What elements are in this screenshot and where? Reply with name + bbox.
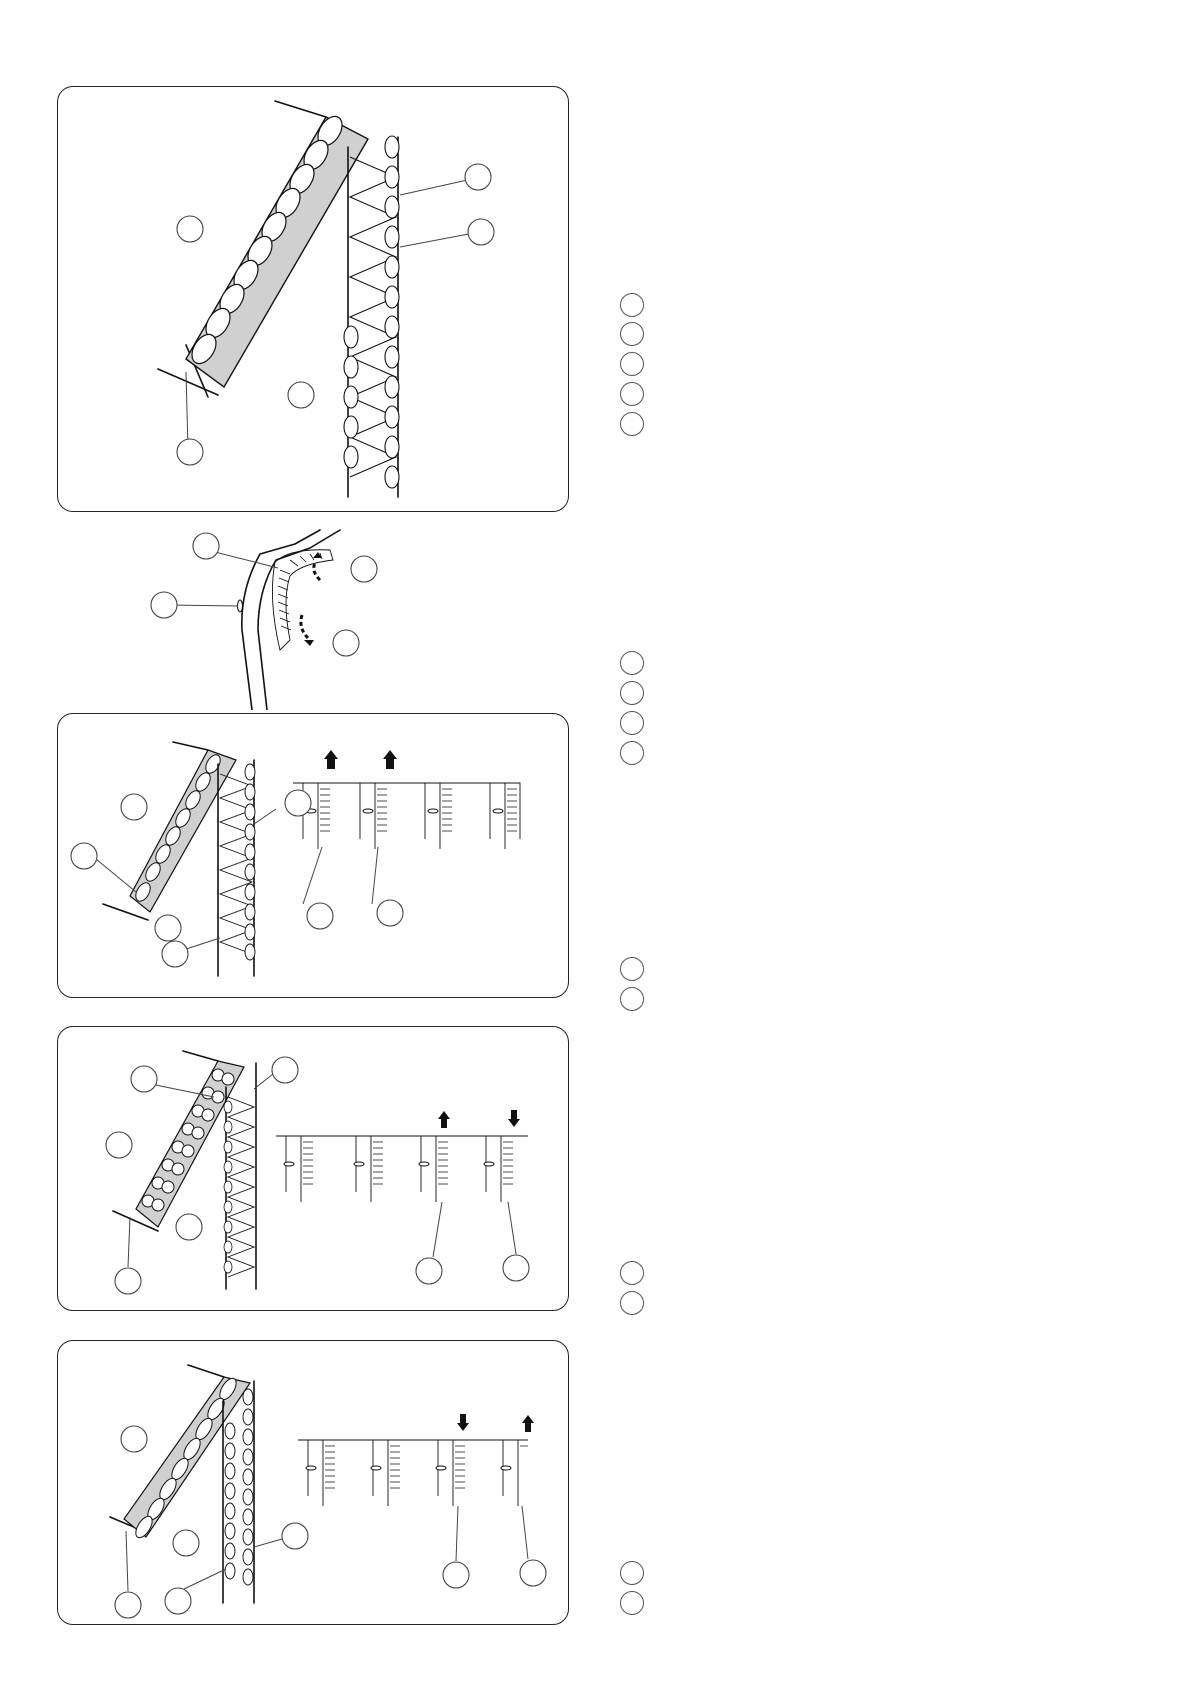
callout-5c — [282, 1523, 308, 1549]
callout-3g — [377, 900, 403, 926]
callout-3e — [285, 790, 311, 816]
callout-5e — [165, 1588, 191, 1614]
callout-dial-4 — [333, 630, 359, 656]
legend-marker — [620, 293, 644, 317]
legend-marker — [620, 1561, 644, 1585]
seam-illustration-1 — [58, 87, 570, 513]
seam-illustration-5 — [58, 1341, 570, 1626]
callout-2 — [465, 164, 491, 190]
seam-illustration-3 — [58, 714, 570, 999]
legend-marker — [620, 711, 644, 735]
figure-panel-1 — [57, 86, 569, 512]
legend-marker — [620, 382, 644, 406]
callout-4f — [416, 1258, 442, 1284]
callout-dial-2 — [151, 592, 177, 618]
figure-panel-5 — [57, 1340, 569, 1625]
callout-3c — [155, 915, 181, 941]
legend-marker — [620, 651, 644, 675]
figure-panel-4 — [57, 1026, 569, 1311]
callout-1 — [177, 216, 203, 242]
callout-4e — [115, 1268, 141, 1294]
legend-marker — [620, 352, 644, 376]
callout-3a — [121, 794, 147, 820]
legend-marker — [620, 322, 644, 346]
callout-4d — [176, 1214, 202, 1240]
figure-dial-detail — [140, 520, 390, 710]
callout-5g — [520, 1560, 546, 1586]
callout-5 — [177, 439, 203, 465]
legend-marker — [620, 741, 644, 765]
dial-illustration — [140, 520, 390, 710]
callout-5a — [121, 1426, 147, 1452]
callout-4c — [106, 1132, 132, 1158]
callout-4b — [272, 1057, 298, 1083]
legend-marker — [620, 987, 644, 1011]
callout-3f — [307, 903, 333, 929]
seam-illustration-4 — [58, 1027, 570, 1312]
legend-marker — [620, 957, 644, 981]
callout-3 — [468, 219, 494, 245]
callout-3b — [71, 843, 97, 869]
callout-dial-1 — [193, 533, 219, 559]
callout-3d — [162, 941, 188, 967]
figure-panel-3 — [57, 713, 569, 998]
legend-marker — [620, 681, 644, 705]
callout-4 — [288, 382, 314, 408]
callout-dial-3 — [351, 556, 377, 582]
callout-4g — [503, 1255, 529, 1281]
legend-marker — [620, 1591, 644, 1615]
legend-marker — [620, 1261, 644, 1285]
callout-5f — [443, 1562, 469, 1588]
callout-4a — [131, 1066, 157, 1092]
legend-marker — [620, 412, 644, 436]
callout-5d — [115, 1592, 141, 1618]
legend-marker — [620, 1291, 644, 1315]
callout-5b — [173, 1530, 199, 1556]
